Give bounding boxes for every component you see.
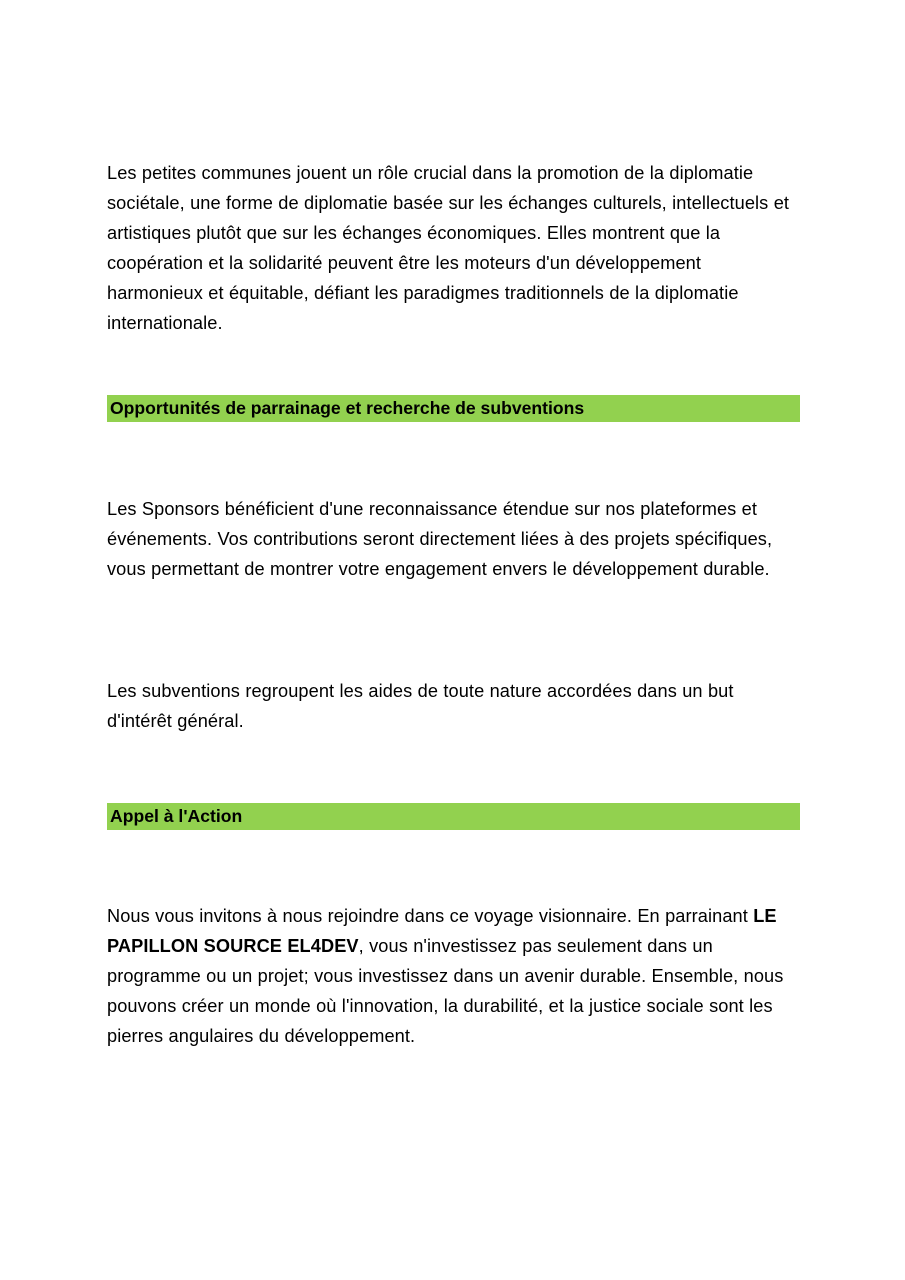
paragraph-subventions-definition: Les subventions regroupent les aides de toute nature accordées dans un but d'intérêt général. [107, 681, 734, 731]
heading-text-sponsoring: Opportunités de parrainage et recherche de subventions [110, 398, 585, 418]
paragraph-block-appel-action [107, 901, 800, 1051]
paragraph-diplomatie-societale: Les petites communes jouent un rôle crucial dans la promotion de la diplomatie sociétale, une forme de diplomatie basée sur les échanges culturels, intellectuels et artistiques plutôt que sur les échanges économiques. Elles montrent que la coopération et la solidarité peuvent être les moteurs d'un développement harmonieux et équitable, défiant les paradigmes traditionnels de la diplomatie internationale. [107, 163, 790, 333]
paragraph-block-diplomatie [107, 158, 800, 338]
section-heading-sponsoring [107, 395, 800, 422]
paragraph-sponsors-reconnaissance: Les Sponsors bénéficient d'une reconnaissance étendue sur nos plateformes et événements. Vos contributions seront directement liées à des projets spécifiques, vous permettant de montrer votre engagement envers le développement durable. [107, 499, 773, 579]
paragraph-invitation-parrainage [107, 901, 800, 1051]
section-heading-appel-action [107, 803, 800, 830]
paragraph-block-sponsors [107, 494, 800, 584]
brand-name-papillon-source-el4dev: LE PAPILLON SOURCE EL4DEV [107, 906, 777, 956]
invitation-tail-text: , vous n'investissez pas seulement dans un programme ou un projet; vous investissez dans un avenir durable. Ensemble, nous pouvons créer un monde où l'innovation, la durabilité, et la justice sociale sont les pierres angulaires du développement. [107, 936, 784, 1046]
heading-banner-appel-action [107, 803, 800, 830]
paragraph-block-subventions [107, 676, 800, 736]
heading-banner-sponsoring [107, 395, 800, 422]
invitation-lead-text: Nous vous invitons à nous rejoindre dans ce voyage visionnaire. En parrainant [107, 906, 754, 926]
heading-text-appel-action: Appel à l'Action [110, 806, 243, 826]
